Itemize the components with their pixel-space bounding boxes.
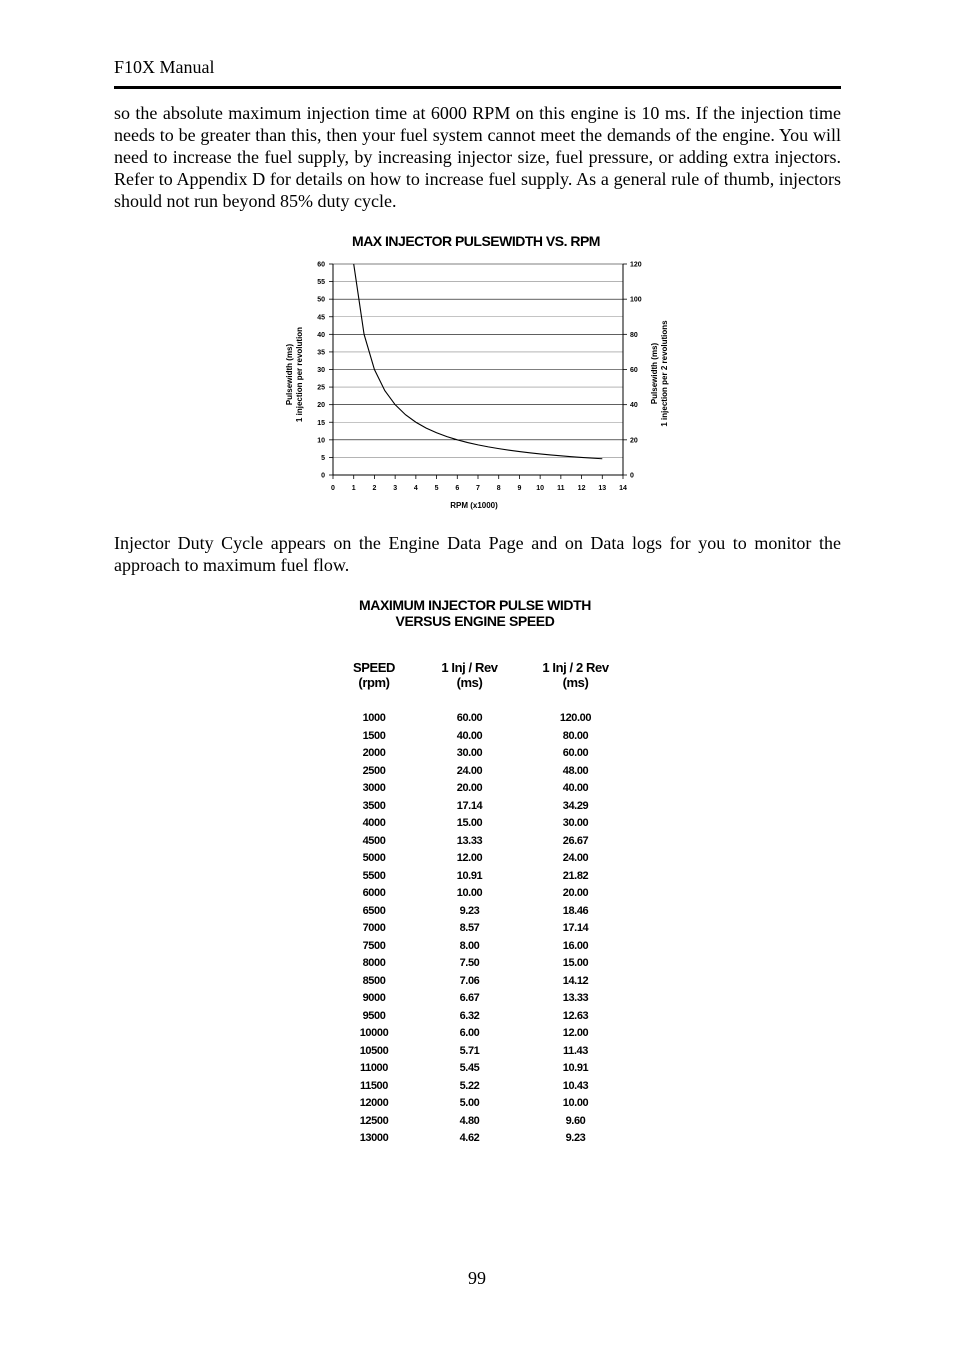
x-tick-label: 9 [517,485,522,492]
cell-1inj-2rev: 48.00 [562,764,589,777]
cell-speed: 8000 [362,957,386,969]
table-row [330,938,630,956]
x-tick-label: 5 [434,485,439,492]
table-row [330,1008,630,1026]
table-row [330,1130,630,1148]
y-tick-label-left: 15 [317,419,325,427]
cell-1inj-rev: 8.57 [459,922,480,934]
cell-1inj-rev: 7.06 [459,974,480,987]
table-header-row [330,660,630,710]
cell-1inj-2rev: 16.00 [562,939,589,952]
x-tick-label: 7 [476,485,480,492]
x-tick-label: 12 [577,485,586,492]
cell-speed: 11500 [360,1079,388,1092]
y-tick-label-left: 0 [321,472,325,480]
table-title [300,597,650,629]
cell-speed: 4500 [362,834,386,847]
header-1inj-rev-line-2: (ms) [456,675,483,690]
y-tick-label-left: 50 [317,296,325,304]
table-row [330,1025,630,1043]
cell-speed: 6500 [362,904,386,917]
x-tick-label: 14 [619,485,627,492]
cell-speed: 12500 [359,1114,389,1127]
x-tick-label: 4 [413,485,418,492]
y-tick-label-right: 120 [630,261,642,269]
pulsewidth-chart [270,226,690,526]
cell-1inj-rev: 8.00 [459,939,480,952]
table-row [330,868,630,886]
cell-1inj-2rev: 24.00 [562,852,589,864]
cell-1inj-rev: 13.33 [456,834,483,847]
header-rule [114,86,841,89]
cell-speed: 1000 [362,712,386,724]
body-paragraph-1: so the absolute maximum injection time at 6000 RPM on this engine is 10 ms. If the injection time needs to be greater than this, then your fuel system cannot meet the demands of the engine. You will need to increase the fuel supply, by increasing injector size, fuel pressure, or adding extra injectors. Refer to Appendix D for details on how to increase fuel supply. As a general rule of thumb, injectors should not run beyond 85% duty cycle. [114,103,841,211]
cell-speed: 12000 [359,1097,389,1109]
table-body [330,710,630,1148]
y-tick-label-left: 25 [317,384,325,392]
cell-speed: 1500 [362,729,386,742]
cell-speed: 10500 [359,1044,389,1057]
cell-speed: 9000 [362,992,386,1004]
y-tick-label-right: 40 [630,402,638,410]
cell-1inj-rev: 4.80 [459,1114,480,1127]
header-speed-line-1: SPEED [352,660,396,675]
cell-1inj-2rev: 80.00 [562,729,589,742]
y-axis-label-left-line-1: Pulsewidth (ms) [285,343,294,406]
series-line [354,264,603,459]
cell-1inj-2rev: 10.91 [562,1062,589,1074]
cell-1inj-rev: 12.00 [456,852,483,864]
cell-speed: 6000 [362,887,386,899]
table-row [330,728,630,746]
table-row [330,1095,630,1113]
cell-speed: 10000 [359,1027,389,1039]
cell-1inj-rev: 6.32 [459,1009,480,1022]
cell-speed: 2500 [362,764,386,777]
cell-1inj-2rev: 26.67 [562,834,589,847]
cell-1inj-rev: 7.50 [459,957,480,969]
cell-speed: 3000 [362,782,386,794]
cell-1inj-rev: 5.45 [459,1062,480,1074]
cell-1inj-rev: 17.14 [456,799,483,812]
cell-1inj-2rev: 40.00 [562,782,589,794]
table-row [330,710,630,728]
y-axis-label-right-line-1: Pulsewidth (ms) [650,342,659,405]
chart-title: MAX INJECTOR PULSEWIDTH VS. RPM [352,233,600,249]
table-row [330,815,630,833]
cell-1inj-2rev: 10.43 [562,1079,589,1092]
cell-1inj-2rev: 10.00 [562,1097,589,1109]
cell-1inj-rev: 10.91 [456,869,483,882]
header-1inj-2rev-line-1: 1 Inj / 2 Rev [542,660,609,675]
cell-1inj-2rev: 15.00 [562,957,589,969]
table-row [330,780,630,798]
table-row [330,990,630,1008]
cell-1inj-2rev: 9.23 [565,1132,586,1144]
cell-1inj-rev: 30.00 [456,747,483,759]
cell-1inj-rev: 4.62 [459,1132,480,1144]
cell-1inj-2rev: 14.12 [562,974,589,987]
cell-1inj-rev: 60.00 [456,712,483,724]
cell-1inj-rev: 5.71 [459,1044,480,1057]
y-tick-label-right: 100 [630,296,642,304]
y-tick-label-right: 80 [630,331,638,339]
table-row [330,745,630,763]
pulsewidth-chart-svg [270,226,690,526]
cell-1inj-rev: 40.00 [456,729,483,742]
cell-speed: 4000 [362,817,386,829]
header-1inj-rev-line-1: 1 Inj / Rev [441,660,498,675]
x-tick-label: 13 [598,485,607,492]
table-row [330,1078,630,1096]
cell-1inj-2rev: 17.14 [562,922,589,934]
table-title-line-2: VERSUS ENGINE SPEED [395,613,555,629]
cell-speed: 7000 [362,922,386,934]
cell-speed: 7500 [362,939,386,952]
table-row [330,798,630,816]
table-row [330,1043,630,1061]
table-title-line-1: MAXIMUM INJECTOR PULSE WIDTH [359,597,591,613]
y-tick-label-left: 35 [317,349,325,357]
y-tick-label-left: 10 [317,437,325,445]
cell-1inj-rev: 9.23 [459,904,480,917]
cell-1inj-rev: 6.67 [459,992,480,1004]
header-1inj-2rev-line-2: (ms) [562,675,589,690]
table-row [330,885,630,903]
cell-1inj-rev: 5.00 [459,1097,480,1109]
x-tick-label: 0 [331,485,335,492]
header-speed [330,660,418,710]
cell-1inj-rev: 10.00 [456,887,483,899]
table-row [330,1060,630,1078]
header-1inj-2rev [521,660,630,710]
y-tick-label-left: 55 [317,279,325,287]
y-tick-label-right: 60 [630,367,638,374]
y-tick-label-left: 40 [317,331,325,339]
cell-1inj-rev: 6.00 [459,1027,480,1039]
cell-1inj-2rev: 9.60 [565,1114,586,1127]
x-tick-label: 2 [372,485,377,492]
y-tick-label-left: 60 [317,261,325,269]
cell-1inj-2rev: 13.33 [562,992,589,1004]
cell-speed: 11000 [360,1062,388,1074]
cell-1inj-rev: 24.00 [456,764,483,777]
table-row [330,973,630,991]
table-row [330,955,630,973]
y-tick-label-left: 5 [321,454,325,462]
x-tick-label: 8 [496,485,501,492]
table-row [330,1113,630,1131]
cell-speed: 3500 [362,799,386,812]
y-tick-label-right: 20 [630,437,638,445]
cell-1inj-2rev: 20.00 [562,887,589,899]
header-speed-line-2: (rpm) [358,675,390,690]
table-row [330,850,630,868]
cell-1inj-rev: 5.22 [459,1079,480,1092]
y-tick-label-right: 0 [630,472,634,480]
cell-1inj-2rev: 11.43 [563,1044,588,1057]
x-tick-label: 1 [351,485,356,492]
body-paragraph-2: Injector Duty Cycle appears on the Engine Data Page and on Data logs for you to monitor the approach to maximum fuel flow. [114,533,841,575]
table-row [330,763,630,781]
cell-1inj-2rev: 21.82 [562,869,589,882]
table-row [330,903,630,921]
cell-1inj-2rev: 34.29 [562,799,589,812]
cell-1inj-rev: 15.00 [456,817,483,829]
page-number: 99 [468,1268,486,1288]
y-tick-label-left: 20 [317,402,325,410]
y-axis-label-left-line-2: 1 injection per revolution [295,326,304,423]
x-tick-label: 3 [393,485,398,492]
cell-speed: 13000 [359,1132,389,1144]
table-row [330,920,630,938]
table-row [330,833,630,851]
y-axis-label-right-line-2: 1 injection per 2 revolutions [660,320,669,427]
y-tick-label-left: 45 [317,314,325,322]
y-tick-label-left: 30 [317,367,325,374]
header-1inj-rev [418,660,521,710]
x-tick-label: 11 [557,485,565,492]
cell-1inj-2rev: 60.00 [562,747,589,759]
x-tick-label: 10 [536,485,545,492]
cell-1inj-2rev: 30.00 [562,817,589,829]
pulsewidth-table [330,660,630,1148]
cell-1inj-2rev: 120.00 [559,712,592,724]
cell-1inj-2rev: 12.63 [562,1009,589,1022]
cell-speed: 9500 [362,1009,386,1022]
cell-1inj-2rev: 18.46 [562,904,589,917]
cell-1inj-rev: 20.00 [456,782,483,794]
cell-speed: 8500 [362,974,386,987]
header-title: F10X Manual [114,57,215,77]
cell-speed: 5000 [362,852,386,864]
cell-speed: 2000 [362,747,386,759]
x-tick-label: 6 [455,485,460,492]
cell-speed: 5500 [362,869,386,882]
x-axis-label: RPM (x1000) [450,501,498,510]
cell-1inj-2rev: 12.00 [562,1027,589,1039]
